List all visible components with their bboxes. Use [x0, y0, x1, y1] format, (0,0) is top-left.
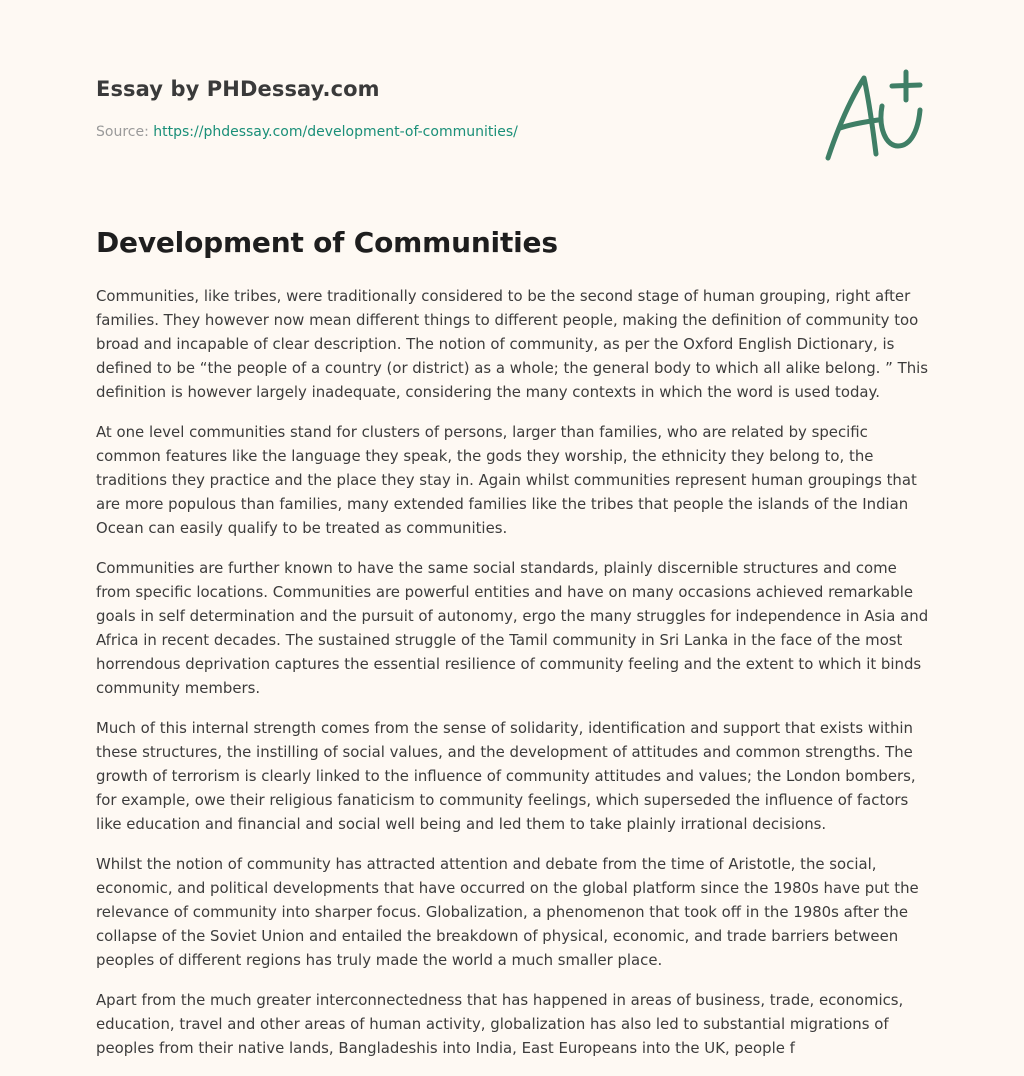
source-label: Source: — [96, 124, 154, 140]
source-link[interactable]: https://phdessay.com/development-of-communities/ — [153, 124, 518, 140]
source-line — [96, 124, 518, 140]
essay-title: Development of Communities — [96, 226, 558, 259]
site-brand: Essay by PHDessay.com — [96, 77, 380, 101]
essay-paragraph: Communities, like tribes, were traditionally considered to be the second stage of human grouping, right after families. They however now mean different things to different people, making the definition of community too broad and incapable of clear description. The notion of community, as per the Oxford English Dictionary, is defined to be “the people of a country (or district) as a whole; the general body to which all alike belong. ” This definition is however largely inadequate, considering the many contexts in which the word is used today. — [96, 287, 929, 401]
essay-paragraph: Much of this internal strength comes from the sense of solidarity, identification and support that exists within these structures, the instilling of social values, and the development of attitudes and common strengths. The growth of terrorism is clearly linked to the influence of community attitudes and values; the London bombers, for example, owe their religious fanaticism to community feelings, which superseded the influence of factors like education and financial and social well being and led them to take plainly irrational decisions. — [96, 719, 916, 833]
essay-paragraph: Whilst the notion of community has attracted attention and debate from the time of Aristotle, the social, economic, and political developments that have occurred on the global platform since the 1980s have put the relevance of community into sharper focus. Globalization, a phenomenon that took off in the 1980s after the collapse of the Soviet Union and entailed the breakdown of physical, economic, and trade barriers between peoples of different regions has truly made the world a much smaller place. — [96, 855, 919, 969]
essay-paragraph: At one level communities stand for clusters of persons, larger than families, who are related by specific common features like the language they speak, the gods they worship, the ethnicity they belong to, the traditions they practice and the place they stay in. Again whilst communities represent human groupings that are more populous than families, many extended families like the tribes that people the islands of the Indian Ocean can easily qualify to be treated as communities. — [96, 423, 917, 537]
essay-paragraph: Communities are further known to have the same social standards, plainly discernible structures and come from specific locations. Communities are powerful entities and have on many occasions achieved remarkable goals in self determination and the pursuit of autonomy, ergo the many struggles for independence in Asia and Africa in recent decades. The sustained struggle of the Tamil community in Sri Lanka in the face of the most horrendous deprivation captures the essential resilience of community feeling and the extent to which it binds community members. — [96, 559, 929, 697]
essay-body — [96, 284, 936, 1076]
a-plus-logo-icon — [822, 66, 926, 164]
essay-paragraph: Apart from the much greater interconnectedness that has happened in areas of business, trade, economics, education, travel and other areas of human activity, globalization has also led to substantial migrations of peoples from their native lands, Bangladeshis into India, East Europeans into the UK, people f — [96, 991, 904, 1057]
